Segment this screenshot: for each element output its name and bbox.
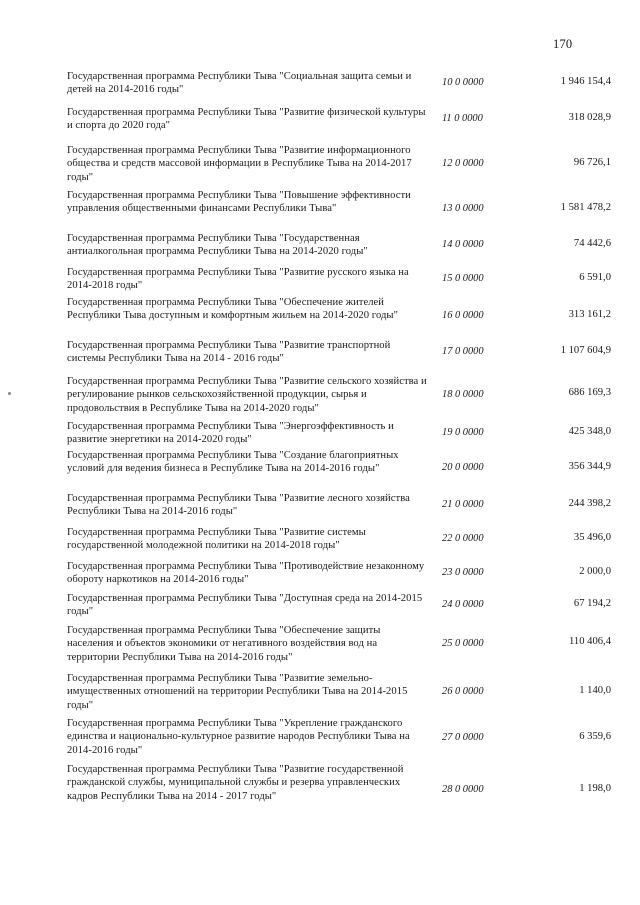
program-code: 23 0 0000 bbox=[442, 567, 484, 578]
program-code: 26 0 0000 bbox=[442, 686, 484, 697]
program-name: Государственная программа Республики Тыва "Укрепление гражданского единства и национально-культурное развитие народов Республики Тыва на 2014-2016 годы" bbox=[67, 718, 410, 756]
program-amount: 1 946 154,4 bbox=[560, 76, 611, 87]
program-code: 11 0 0000 bbox=[442, 113, 483, 124]
program-name: Государственная программа Республики Тыва "Повышение эффективности управления общественными финансами Республики Тыва" bbox=[67, 190, 411, 215]
program-amount: 6 591,0 bbox=[579, 272, 611, 283]
program-code: 16 0 0000 bbox=[442, 310, 484, 321]
program-amount: 1 581 478,2 bbox=[560, 202, 611, 213]
program-name: Государственная программа Республики Тыва "Обеспечение защиты населения и объектов экономики от негативного воздействия вод на территории Республики Тыва на 2014-2016 годы" bbox=[67, 625, 381, 663]
program-code: 18 0 0000 bbox=[442, 389, 484, 400]
program-amount: 6 359,6 bbox=[579, 731, 611, 742]
program-name: Государственная программа Республики Тыва "Развитие системы государственной молодежной политики на 2014-2018 годы" bbox=[67, 527, 366, 552]
page-number: 170 bbox=[553, 37, 573, 51]
program-code: 25 0 0000 bbox=[442, 638, 484, 649]
program-code: 14 0 0000 bbox=[442, 239, 484, 250]
program-name: Государственная программа Республики Тыва "Обеспечение жителей Республики Тыва доступным и комфортным жильем на 2014-2020 годы" bbox=[67, 297, 398, 322]
program-code: 19 0 0000 bbox=[442, 427, 484, 438]
program-name: Государственная программа Республики Тыва "Развитие информационного общества и средств массовой информации в Республике Тыва на 2014-2017 годы" bbox=[67, 145, 412, 183]
program-name: Государственная программа Республики Тыва "Противодействие незаконному обороту наркотиков на 2014-2016 годы" bbox=[67, 561, 425, 586]
program-code: 24 0 0000 bbox=[442, 599, 484, 610]
program-amount: 35 496,0 bbox=[573, 532, 611, 543]
program-amount: 425 348,0 bbox=[568, 426, 611, 437]
scan-mark bbox=[8, 392, 11, 395]
program-name: Государственная программа Республики Тыва "Создание благоприятных условий для ведения бизнеса в Республике Тыва на 2014-2016 годы" bbox=[67, 450, 399, 475]
program-name: Государственная программа Республики Тыва "Развитие физической культуры и спорта до 2020 года" bbox=[67, 107, 426, 132]
program-name: Государственная программа Республики Тыва "Развитие сельского хозяйства и регулирование рынков сельскохозяйственной продукции, сырья и продовольствия в Республике Тыва на 2014-2020 годы" bbox=[67, 376, 427, 414]
program-code: 13 0 0000 bbox=[442, 203, 484, 214]
program-code: 17 0 0000 bbox=[442, 346, 484, 357]
program-name: Государственная программа Республики Тыва "Доступная среда на 2014-2015 годы" bbox=[67, 593, 423, 618]
program-amount: 686 169,3 bbox=[568, 387, 611, 398]
program-amount: 244 398,2 bbox=[568, 498, 611, 509]
program-amount: 1 107 604,9 bbox=[560, 345, 611, 356]
program-code: 20 0 0000 bbox=[442, 462, 484, 473]
program-amount: 1 198,0 bbox=[579, 783, 611, 794]
program-amount: 110 406,4 bbox=[569, 636, 611, 647]
program-name: Государственная программа Республики Тыва "Развитие земельно-имущественных отношений на территории Республики Тыва на 2014-2015 годы" bbox=[67, 673, 408, 711]
program-code: 21 0 0000 bbox=[442, 499, 484, 510]
program-amount: 313 161,2 bbox=[568, 309, 611, 320]
program-code: 15 0 0000 bbox=[442, 273, 484, 284]
program-name: Государственная программа Республики Тыва "Социальная защита семьи и детей на 2014-2016 годы" bbox=[67, 71, 412, 96]
program-amount: 356 344,9 bbox=[568, 461, 611, 472]
program-code: 22 0 0000 bbox=[442, 533, 484, 544]
program-amount: 74 442,6 bbox=[573, 238, 611, 249]
program-amount: 2 000,0 bbox=[579, 566, 611, 577]
program-amount: 96 726,1 bbox=[573, 157, 611, 168]
program-amount: 318 028,9 bbox=[568, 112, 611, 123]
program-code: 10 0 0000 bbox=[442, 77, 484, 88]
program-name: Государственная программа Республики Тыва "Государственная антиалкогольная программа Республики Тыва на 2014-2020 годы" bbox=[67, 233, 368, 258]
program-name: Государственная программа Республики Тыва "Энергоэффективность и развитие энергетики на 2014-2020 годы" bbox=[67, 421, 394, 446]
program-code: 27 0 0000 bbox=[442, 732, 484, 743]
program-name: Государственная программа Республики Тыва "Развитие государственной гражданской службы, муниципальной службы и резерва управленческих кадров Республики Тыва на 2014 - 2017 годы" bbox=[67, 764, 404, 802]
program-amount: 67 194,2 bbox=[573, 598, 611, 609]
program-name: Государственная программа Республики Тыва "Развитие транспортной системы Республики Тыва на 2014 - 2016 годы" bbox=[67, 340, 391, 365]
program-code: 12 0 0000 bbox=[442, 158, 484, 169]
program-name: Государственная программа Республики Тыва "Развитие лесного хозяйства Республики Тыва на 2014-2016 годы" bbox=[67, 493, 410, 518]
program-code: 28 0 0000 bbox=[442, 784, 484, 795]
program-name: Государственная программа Республики Тыва "Развитие русского языка на 2014-2018 годы" bbox=[67, 267, 409, 292]
program-amount: 1 140,0 bbox=[579, 685, 611, 696]
